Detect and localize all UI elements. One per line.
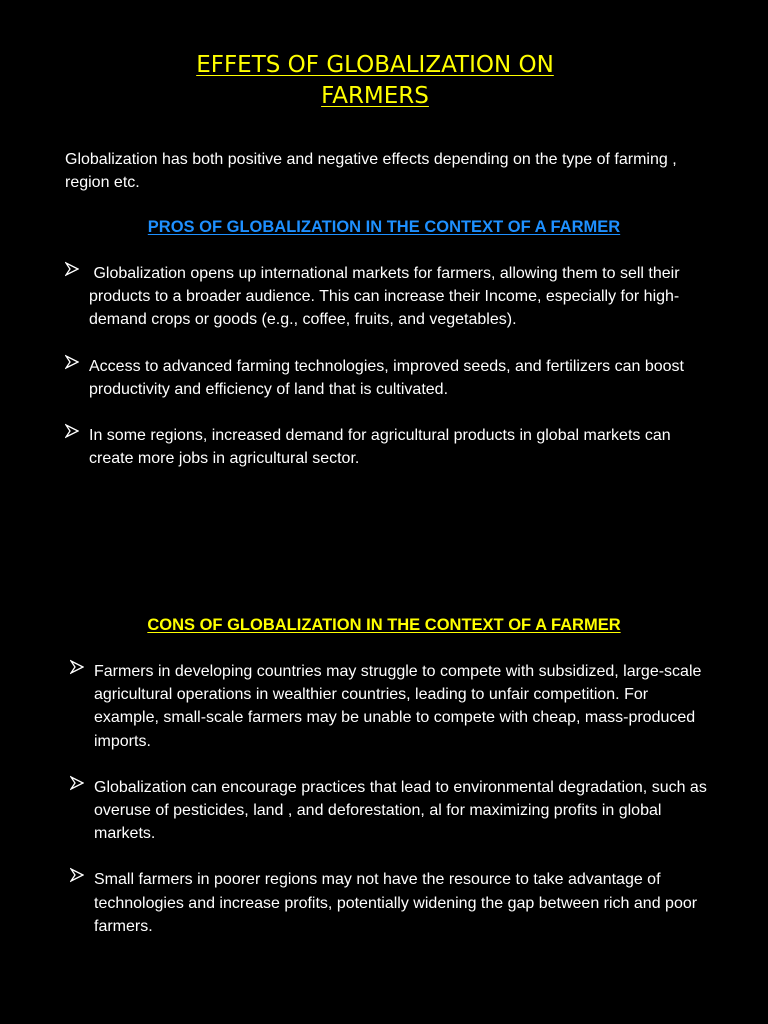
cons-list <box>70 660 710 961</box>
arrowhead-bullet-icon <box>70 659 84 675</box>
arrowhead-bullet-icon <box>70 775 84 791</box>
pros-heading: PROS OF GLOBALIZATION IN THE CONTEXT OF A FARMER <box>147 218 621 236</box>
cons-item-text: Farmers in developing countries may struggle to compete with subsidized, large-scale agricultural operations in wealthier countries, leading to unfair competition. For example, small-scale farmers may be unable to compete with cheap, mass-produced imports. <box>94 663 702 750</box>
cons-list-item <box>70 660 710 753</box>
pros-item-text: Access to advanced farming technologies, improved seeds, and fertilizers can boost productivity and efficiency of land that is cultivated. <box>89 357 684 398</box>
pros-list-item <box>65 355 715 401</box>
pros-item-text: In some regions, increased demand for agricultural products in global markets can create more jobs in agricultural sector. <box>89 427 671 468</box>
pros-list-item <box>65 262 715 332</box>
page-title-line-1: EFFETS OF GLOBALIZATION ON <box>196 52 554 78</box>
arrowhead-bullet-icon <box>70 867 84 883</box>
cons-heading: CONS OF GLOBALIZATION IN THE CONTEXT OF A FARMER <box>147 616 621 634</box>
cons-list-item <box>70 776 710 846</box>
arrowhead-bullet-icon <box>65 423 79 439</box>
arrowhead-bullet-icon <box>65 354 79 370</box>
cons-item-text: Small farmers in poorer regions may not have the resource to take advantage of technologies and increase profits, potentially widening the gap between rich and poor farmers. <box>94 871 698 935</box>
intro-paragraph: Globalization has both positive and negative effects depending on the type of farming , region etc. <box>65 151 677 191</box>
pros-item-text: Globalization opens up international markets for farmers, allowing them to sell their products to a broader audience. This can increase their Income, especially for high-demand crops or goods (e.g., coffee, fruits, and vegetables). <box>89 265 684 329</box>
page-title <box>0 50 750 112</box>
pros-list <box>65 262 715 493</box>
cons-list-item <box>70 868 710 938</box>
pros-list-item <box>65 424 715 470</box>
arrowhead-bullet-icon <box>65 261 79 277</box>
page-title-line-2: FARMERS <box>321 83 429 109</box>
cons-item-text: Globalization can encourage practices that lead to environmental degradation, such as overuse of pesticides, land , and deforestation, al for maximizing profits in global markets. <box>94 778 707 843</box>
